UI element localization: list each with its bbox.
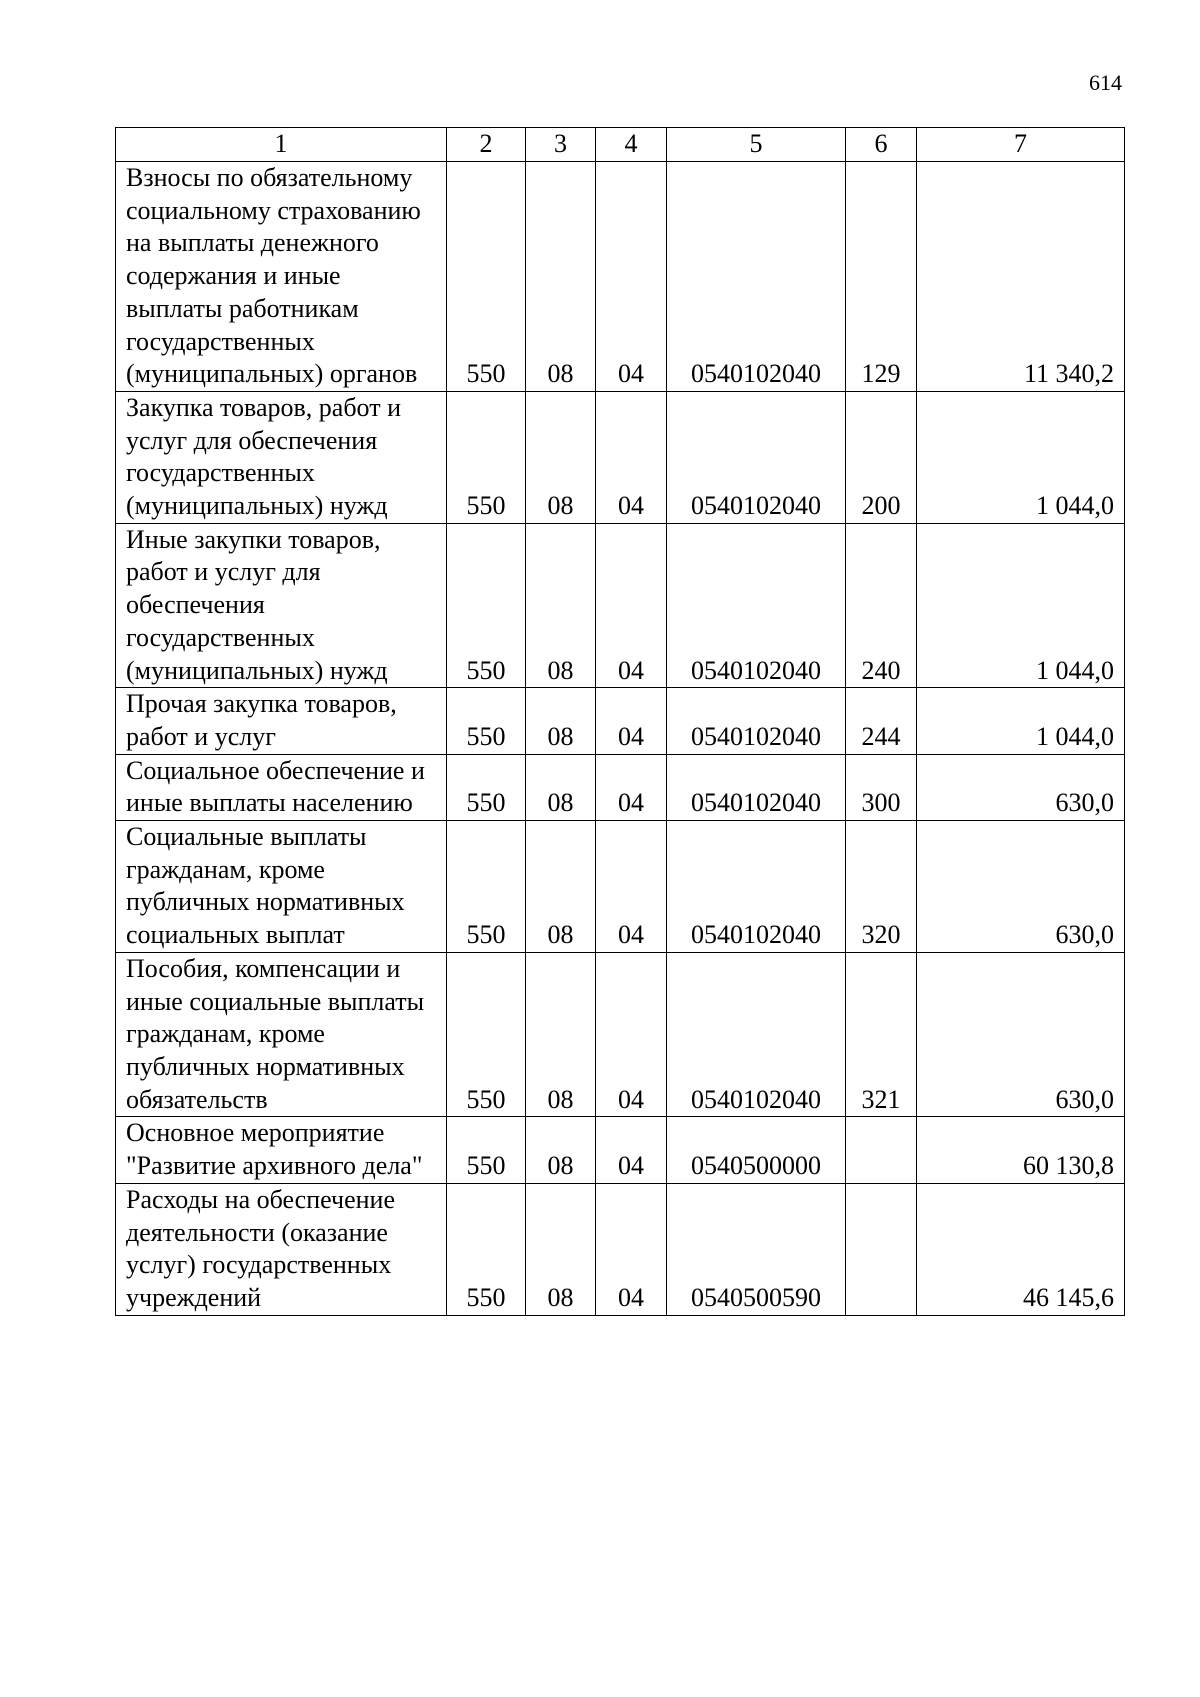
row-col-4: 04 bbox=[596, 162, 667, 392]
row-col-3: 08 bbox=[526, 754, 596, 820]
row-amount: 1 044,0 bbox=[917, 391, 1125, 523]
row-name: Социальные выплаты гражданам, кроме публичных нормативных социальных выплат bbox=[116, 821, 447, 953]
row-col-3: 08 bbox=[526, 162, 596, 392]
row-col-6: 244 bbox=[846, 688, 917, 754]
row-amount: 630,0 bbox=[917, 754, 1125, 820]
row-col-5: 0540500000 bbox=[667, 1117, 846, 1183]
row-name: Закупка товаров, работ и услуг для обеспечения государственных (муниципальных) нужд bbox=[116, 391, 447, 523]
table-row bbox=[116, 523, 1125, 688]
row-name: Взносы по обязательному социальному страхованию на выплаты денежного содержания и иные выплаты работникам государственных (муниципальных) органов bbox=[116, 162, 447, 392]
row-name: Прочая закупка товаров, работ и услуг bbox=[116, 688, 447, 754]
row-col-3: 08 bbox=[526, 688, 596, 754]
row-col-2: 550 bbox=[447, 1117, 526, 1183]
row-col-5: 0540102040 bbox=[667, 952, 846, 1117]
row-amount: 1 044,0 bbox=[917, 688, 1125, 754]
row-col-5: 0540102040 bbox=[667, 688, 846, 754]
row-col-2: 550 bbox=[447, 821, 526, 953]
header-col-5: 5 bbox=[667, 128, 846, 162]
row-col-5: 0540102040 bbox=[667, 523, 846, 688]
table-body bbox=[116, 162, 1125, 1316]
row-col-3: 08 bbox=[526, 952, 596, 1117]
header-col-7: 7 bbox=[917, 128, 1125, 162]
table-row bbox=[116, 391, 1125, 523]
row-col-6: 129 bbox=[846, 162, 917, 392]
header-col-4: 4 bbox=[596, 128, 667, 162]
row-col-5: 0540102040 bbox=[667, 162, 846, 392]
table-row bbox=[116, 821, 1125, 953]
row-col-4: 04 bbox=[596, 1183, 667, 1315]
row-col-4: 04 bbox=[596, 391, 667, 523]
row-col-2: 550 bbox=[447, 162, 526, 392]
row-col-3: 08 bbox=[526, 1183, 596, 1315]
table-row bbox=[116, 162, 1125, 392]
row-col-4: 04 bbox=[596, 1117, 667, 1183]
row-col-5: 0540102040 bbox=[667, 391, 846, 523]
page-number: 614 bbox=[1089, 70, 1122, 95]
row-col-4: 04 bbox=[596, 688, 667, 754]
row-col-6 bbox=[846, 1117, 917, 1183]
table-row bbox=[116, 754, 1125, 820]
table-row bbox=[116, 688, 1125, 754]
row-col-4: 04 bbox=[596, 952, 667, 1117]
row-name: Пособия, компенсации и иные социальные выплаты гражданам, кроме публичных нормативных обязательств bbox=[116, 952, 447, 1117]
row-col-2: 550 bbox=[447, 391, 526, 523]
row-col-2: 550 bbox=[447, 1183, 526, 1315]
row-col-4: 04 bbox=[596, 821, 667, 953]
header-col-1: 1 bbox=[116, 128, 447, 162]
row-col-3: 08 bbox=[526, 391, 596, 523]
table-row bbox=[116, 952, 1125, 1117]
row-col-4: 04 bbox=[596, 754, 667, 820]
row-name: Иные закупки товаров, работ и услуг для обеспечения государственных (муниципальных) нужд bbox=[116, 523, 447, 688]
table-row bbox=[116, 1117, 1125, 1183]
row-col-6: 240 bbox=[846, 523, 917, 688]
header-col-2: 2 bbox=[447, 128, 526, 162]
header-col-3: 3 bbox=[526, 128, 596, 162]
header-row bbox=[116, 128, 1125, 162]
row-amount: 11 340,2 bbox=[917, 162, 1125, 392]
row-col-2: 550 bbox=[447, 952, 526, 1117]
row-col-5: 0540500590 bbox=[667, 1183, 846, 1315]
row-amount: 1 044,0 bbox=[917, 523, 1125, 688]
row-col-2: 550 bbox=[447, 688, 526, 754]
table-row bbox=[116, 1183, 1125, 1315]
row-col-5: 0540102040 bbox=[667, 821, 846, 953]
table-header bbox=[116, 128, 1125, 162]
header-col-6: 6 bbox=[846, 128, 917, 162]
row-amount: 60 130,8 bbox=[917, 1117, 1125, 1183]
row-amount: 630,0 bbox=[917, 821, 1125, 953]
row-col-6 bbox=[846, 1183, 917, 1315]
row-amount: 46 145,6 bbox=[917, 1183, 1125, 1315]
row-col-5: 0540102040 bbox=[667, 754, 846, 820]
row-name: Расходы на обеспечение деятельности (оказание услуг) государственных учреждений bbox=[116, 1183, 447, 1315]
row-col-3: 08 bbox=[526, 821, 596, 953]
row-col-2: 550 bbox=[447, 523, 526, 688]
row-col-4: 04 bbox=[596, 523, 667, 688]
row-name: Социальное обеспечение и иные выплаты населению bbox=[116, 754, 447, 820]
row-col-3: 08 bbox=[526, 523, 596, 688]
row-col-6: 321 bbox=[846, 952, 917, 1117]
row-col-6: 320 bbox=[846, 821, 917, 953]
budget-table bbox=[115, 127, 1125, 1316]
row-col-6: 200 bbox=[846, 391, 917, 523]
row-name: Основное мероприятие "Развитие архивного дела" bbox=[116, 1117, 447, 1183]
row-amount: 630,0 bbox=[917, 952, 1125, 1117]
row-col-6: 300 bbox=[846, 754, 917, 820]
row-col-2: 550 bbox=[447, 754, 526, 820]
row-col-3: 08 bbox=[526, 1117, 596, 1183]
